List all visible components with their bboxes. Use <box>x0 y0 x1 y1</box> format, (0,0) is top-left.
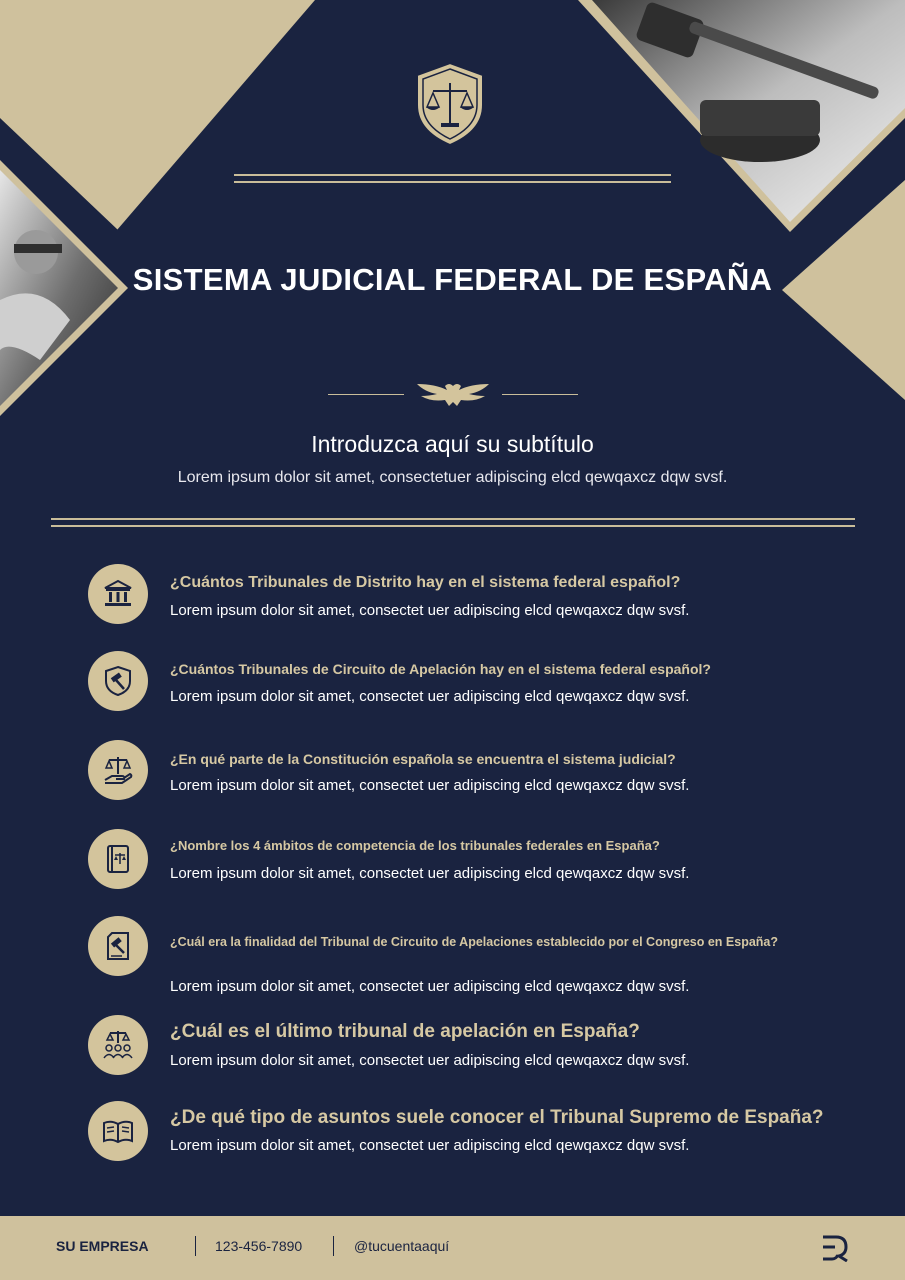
divider-line-left <box>328 394 404 395</box>
faq-item <box>88 740 878 804</box>
footer-separator <box>195 1236 196 1256</box>
faq-item <box>88 1101 878 1165</box>
faq-answer: Lorem ipsum dolor sit amet, consectet uer adipiscing elcd qewqaxcz dqw svsf. <box>170 688 690 705</box>
social-handle: @tucuentaaquí <box>354 1238 450 1254</box>
faq-answer: Lorem ipsum dolor sit amet, consectet uer adipiscing elcd qewqaxcz dqw svsf. <box>170 1052 690 1069</box>
faq-answer: Lorem ipsum dolor sit amet, consectet uer adipiscing elcd qewqaxcz dqw svsf. <box>170 1137 690 1154</box>
courthouse-icon <box>88 564 148 624</box>
scales-people-icon <box>88 1015 148 1075</box>
scales-shield-icon <box>413 61 487 147</box>
footer <box>0 1216 905 1280</box>
faq-question: ¿Cuál era la finalidad del Tribunal de Circuito de Apelaciones establecido por el Congreso en España? <box>170 935 779 949</box>
gavel-image <box>578 0 905 232</box>
faq-item <box>88 564 878 628</box>
faq-answer: Lorem ipsum dolor sit amet, consectet uer adipiscing elcd qewqaxcz dqw svsf. <box>170 865 690 882</box>
divider-line-right <box>502 394 578 395</box>
faq-question: ¿Cuántos Tribunales de Circuito de Apelación hay en el sistema federal español? <box>170 661 711 677</box>
footer-separator <box>333 1236 334 1256</box>
faq-item <box>88 916 878 1000</box>
faq-answer: Lorem ipsum dolor sit amet, consectet uer adipiscing elcd qewqaxcz dqw svsf. <box>170 602 690 619</box>
brand-logo-icon <box>820 1234 850 1262</box>
scales-hand-icon <box>88 740 148 800</box>
faq-question: ¿En qué parte de la Constitución española se encuentra el sistema judicial? <box>170 751 676 767</box>
faq-item <box>88 829 878 893</box>
eagle-icon <box>415 380 491 408</box>
faq-question: ¿Cuántos Tribunales de Distrito hay en el sistema federal español? <box>170 574 681 591</box>
faq-question: ¿Cuál es el último tribunal de apelación en España? <box>170 1021 640 1042</box>
faq-question: ¿Nombre los 4 ámbitos de competencia de los tribunales federales en España? <box>170 838 660 853</box>
gavel-document-icon <box>88 916 148 976</box>
section-divider <box>51 518 855 527</box>
law-book-icon <box>88 829 148 889</box>
eagle-divider <box>328 380 578 410</box>
faq-item <box>88 651 878 715</box>
faq-answer: Lorem ipsum dolor sit amet, consectet uer adipiscing elcd qewqaxcz dqw svsf. <box>170 978 690 995</box>
header-divider <box>234 174 671 183</box>
gavel-shield-icon <box>88 651 148 711</box>
open-law-book-icon <box>88 1101 148 1161</box>
phone-number: 123-456-7890 <box>215 1238 303 1254</box>
faq-question: ¿De qué tipo de asuntos suele conocer el Tribunal Supremo de España? <box>170 1107 824 1128</box>
subtitle: Introduzca aquí su subtítulo <box>311 431 594 457</box>
page-title: SISTEMA JUDICIAL FEDERAL DE ESPAÑA <box>132 262 773 297</box>
faq-item <box>88 1015 878 1079</box>
faq-answer: Lorem ipsum dolor sit amet, consectet uer adipiscing elcd qewqaxcz dqw svsf. <box>170 777 690 794</box>
intro-text: Lorem ipsum dolor sit amet, consectetuer adipiscing elcd qewqaxcz dqw svsf. <box>177 469 728 486</box>
company-name: SU EMPRESA <box>56 1238 149 1254</box>
